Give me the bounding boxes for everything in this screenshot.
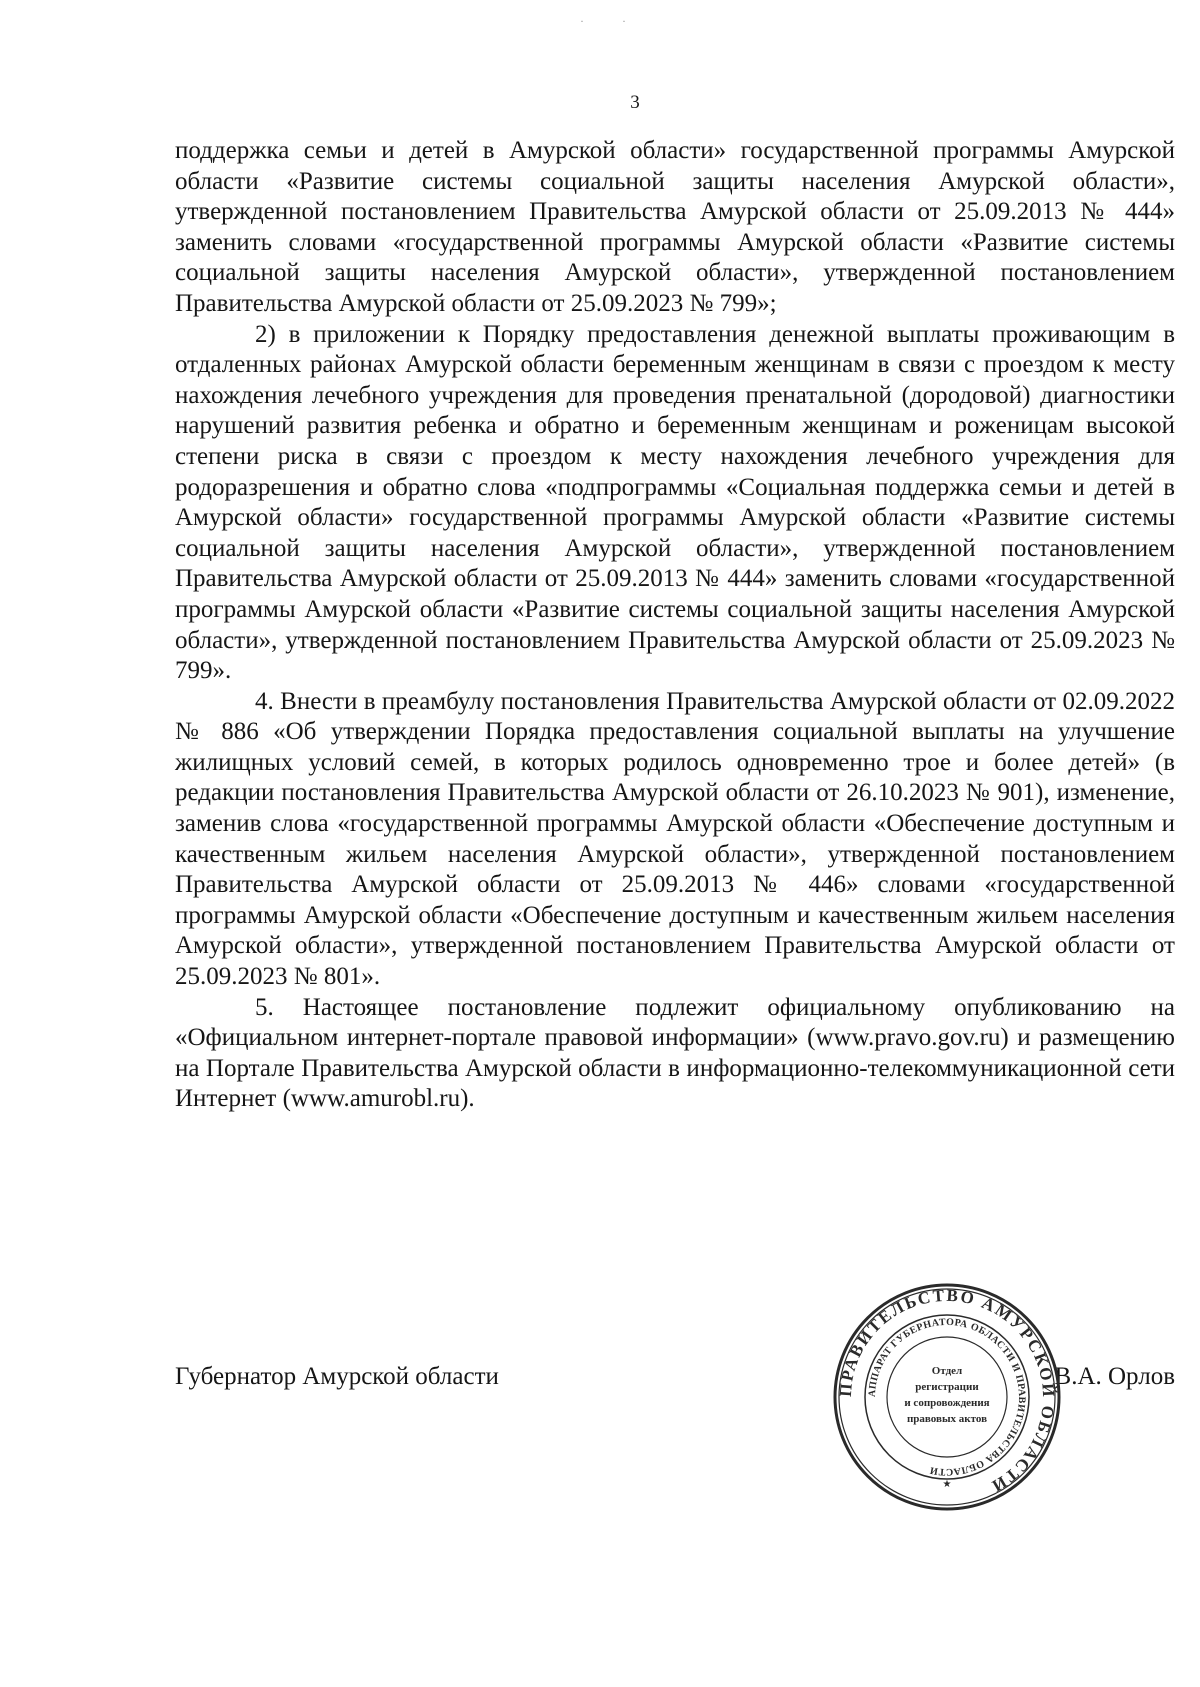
page-number: 3: [630, 92, 640, 113]
seal-center-line-4: правовых актов: [906, 1413, 988, 1425]
document-body: [175, 136, 1175, 1115]
paragraph-clause-4: 4. Внести в преамбулу постановления Правительства Амурской области от 02.09.2022 № 886 «Об утверждении Порядка предоставления социальной выплаты на улучшение жилищных условий семей, в которых родилось одновременно трое и более детей» (в редакции постановления Правительства Амурской области от 26.10.2023 № 901), изменение, заменив слова «государственной программы Амурской области «Обеспечение доступным и качественным жильем населения Амурской области», утвержденной постановлением Правительства Амурской области от 25.09.2013 № 446» словами «государственной программы Амурской области «Обеспечение доступным и качественным жильем населения Амурской области», утвержденной постановлением Правительства Амурской области от 25.09.2023 № 801».: [175, 687, 1175, 991]
paragraph-clause-5: 5. Настоящее постановление подлежит официальному опубликованию на «Официальном интернет-портале правовой информации» (www.pravo.gov.ru) и размещению на Портале Правительства Амурской области в информационно-телекоммуникационной сети Интернет (www.amurobl.ru).: [175, 993, 1175, 1113]
signatory-name: В.А. Орлов: [1054, 1363, 1175, 1390]
signatory-position: Губернатор Амурской области: [175, 1363, 499, 1390]
seal-inner-ring-text: АППАРАТ ГУБЕРНАТОРА ОБЛАСТИ И ПРАВИТЕЛЬСТВА ОБЛАСТИ: [866, 1316, 1028, 1478]
seal-center-line-3: и сопровождения: [904, 1397, 990, 1409]
seal-outer-ring-text: ПРАВИТЕЛЬСТВО АМУРСКОЙ ОБЛАСТИ: [835, 1285, 1059, 1497]
seal-center-line-1: Отдел: [931, 1365, 963, 1377]
paragraph-item-2: 2) в приложении к Порядку предоставления денежной выплаты проживающим в отдаленных районах Амурской области беременным женщинам в связи с проездом к месту нахождения лечебного учреждения для проведения пренатальной (дородовой) диагностики нарушений развития ребенка и обратно и беременным женщинам и роженицам высокой степени риска в связи с проездом к месту нахождения лечебного учреждения для родоразрешения и обратно слова «подпрограммы «Социальная поддержка семьи и детей в Амурской области» государственной программы Амурской области «Развитие системы социальной защиты населения Амурской области», утвержденной постановлением Правительства Амурской области от 25.09.2013 № 444» заменить словами «государственной программы Амурской области «Развитие системы социальной защиты населения Амурской области», утвержденной постановлением Правительства Амурской области от 25.09.2023 № 799».: [175, 320, 1175, 685]
seal-star-icon: ★: [942, 1479, 952, 1490]
official-seal-stamp: [832, 1282, 1062, 1512]
scan-artifact-dots: ··: [580, 14, 664, 28]
paragraph-continuation: поддержка семьи и детей в Амурской области» государственной программы Амурской области «Развитие системы социальной защиты населения Амурской области», утвержденной постановлением Правительства Амурской области от 25.09.2013 № 444» заменить словами «государственной программы Амурской области «Развитие системы социальной защиты населения Амурской области», утвержденной постановлением Правительства Амурской области от 25.09.2023 № 799»;: [175, 137, 1175, 317]
seal-center-line-2: регистрации: [915, 1381, 979, 1393]
